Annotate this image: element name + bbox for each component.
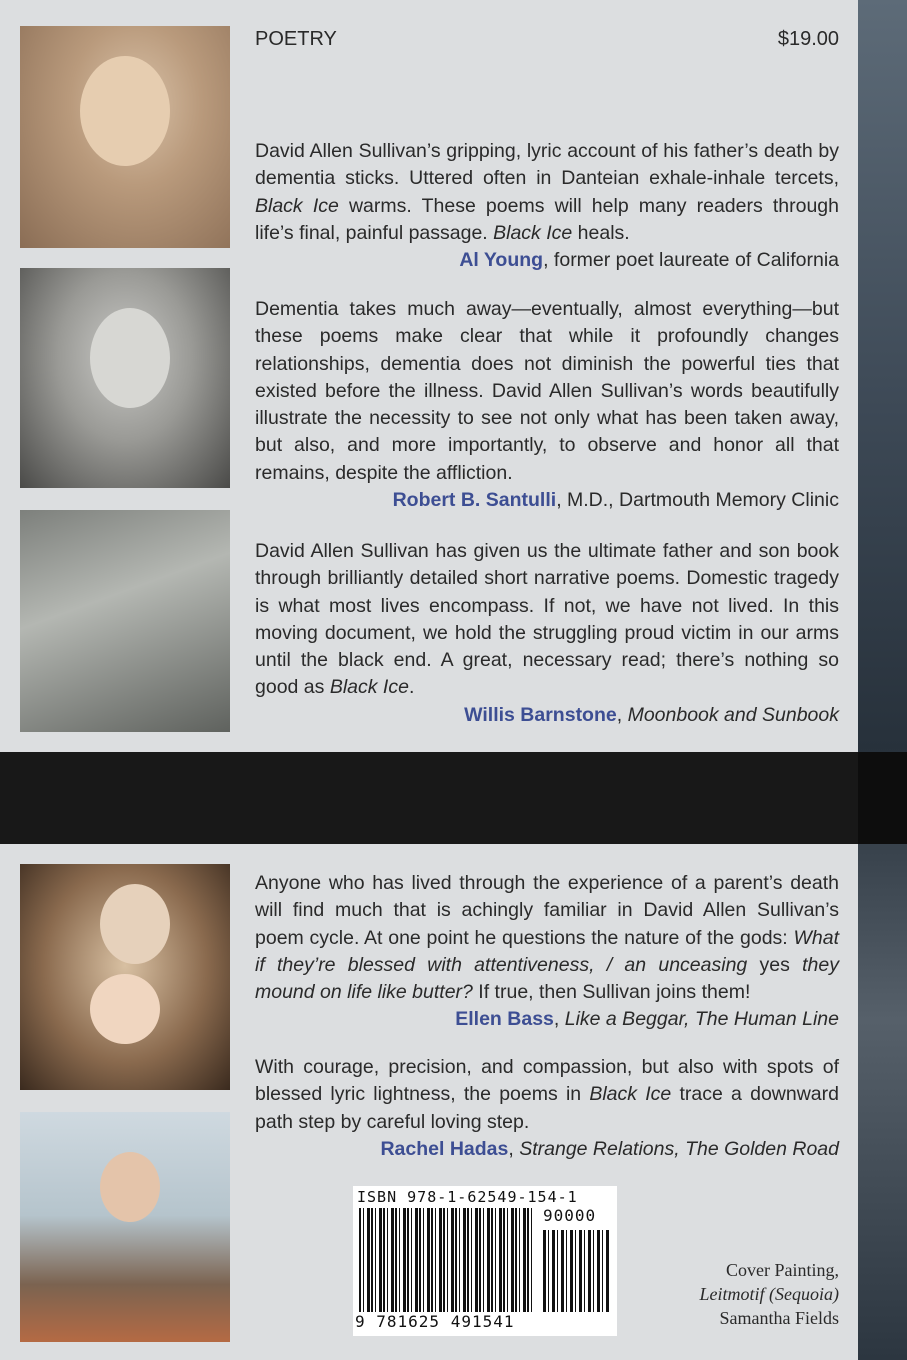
ean-number: 9 781625 491541 xyxy=(355,1312,515,1331)
reviewer-name: Ellen Bass xyxy=(455,1008,554,1031)
reviewer-affiliation: , Strange Relations, The Golden Road xyxy=(508,1137,839,1160)
photo-grandfather-with-baby xyxy=(20,864,230,1090)
blurb-text: Dementia takes much away—eventually, almost everything—but these poems make clear that while it profoundly changes relationships, dementia does not diminish the powerful ties that existed before the illness. David Allen Sullivan’s words beautifully illustrate the necessity to see not only what has been taken away, but also, and more importantly, to observe and honor all that remains, despite the affliction. xyxy=(255,298,839,484)
reviewer-affiliation: , former poet laureate of California xyxy=(543,249,839,272)
reviewer-affiliation: , M.D., Dartmouth Memory Clinic xyxy=(556,489,839,512)
blurb-text: With courage, precision, and compassion, but also with spots of blessed lyric lightness, the poems in Black Ice trace a downward path step by careful loving step. xyxy=(255,1056,839,1133)
blurb-1 xyxy=(255,138,839,274)
blurb-text: Anyone who has lived through the experience of a parent’s death will find much that is achingly familiar in David Allen Sullivan’s poem cycle. At one point he questions the nature of the gods: What if they’re blessed with attentiveness, / an unceasing yes they mound on life like butter? If true, then Sullivan joins them! xyxy=(255,872,839,1004)
credit-artist: Samantha Fields xyxy=(719,1308,839,1328)
isbn-barcode xyxy=(353,1186,617,1336)
photo-family-snapshot xyxy=(20,510,230,732)
isbn-text: ISBN 978-1-62549-154-1 xyxy=(357,1188,578,1206)
reviewer-affiliation: , Like a Beggar, The Human Line xyxy=(553,1008,839,1031)
addon-bars xyxy=(543,1230,609,1312)
photo-man-rowing-boat xyxy=(20,1112,230,1342)
blurb-attribution xyxy=(255,247,839,274)
photo-child-portrait xyxy=(20,26,230,248)
blurb-4 xyxy=(255,870,839,1034)
blurb-attribution xyxy=(255,1136,839,1163)
blurb-attribution xyxy=(255,487,839,514)
cover-spine-edge xyxy=(858,0,907,1360)
blurb-text: David Allen Sullivan has given us the ultimate father and son book through brilliantly detailed short narrative poems. Domestic tragedy is what most lives encompass. If not, we have not lived. In this moving document, we hold the struggling proud victim in our arms until the black end. A great, necessary read; there’s nothing so good as Black Ice. xyxy=(255,540,839,699)
spine-black-band xyxy=(858,752,907,844)
reviewer-name: Willis Barnstone xyxy=(464,703,617,726)
price-addon-code: 90000 xyxy=(543,1206,597,1225)
barcode-bars xyxy=(359,1208,535,1312)
reviewer-name: Robert B. Santulli xyxy=(392,489,557,512)
category-label: POETRY xyxy=(255,28,337,50)
blurb-3 xyxy=(255,538,839,729)
photo-young-man-portrait xyxy=(20,268,230,488)
blurb-2 xyxy=(255,296,839,514)
reviewer-name: Al Young xyxy=(459,249,544,272)
credit-line: Cover Painting, xyxy=(726,1260,839,1280)
cover-credit xyxy=(700,1258,839,1330)
blurb-5 xyxy=(255,1054,839,1163)
credit-title: Leitmotif (Sequoia) xyxy=(699,1284,839,1304)
reviewer-affiliation: , Moonbook and Sunbook xyxy=(616,703,839,726)
blurb-attribution xyxy=(255,1006,839,1033)
reviewer-name: Rachel Hadas xyxy=(380,1137,509,1160)
price-label: $19.00 xyxy=(777,28,839,50)
blurb-attribution xyxy=(255,702,839,729)
black-band xyxy=(0,752,858,844)
blurb-text: David Allen Sullivan’s gripping, lyric account of his father’s death by dementia sticks. Uttered often in Danteian exhale-inhale tercets, Black Ice warms. These poems will help many readers through life’s final, painful passage. Black Ice heals. xyxy=(255,140,839,244)
